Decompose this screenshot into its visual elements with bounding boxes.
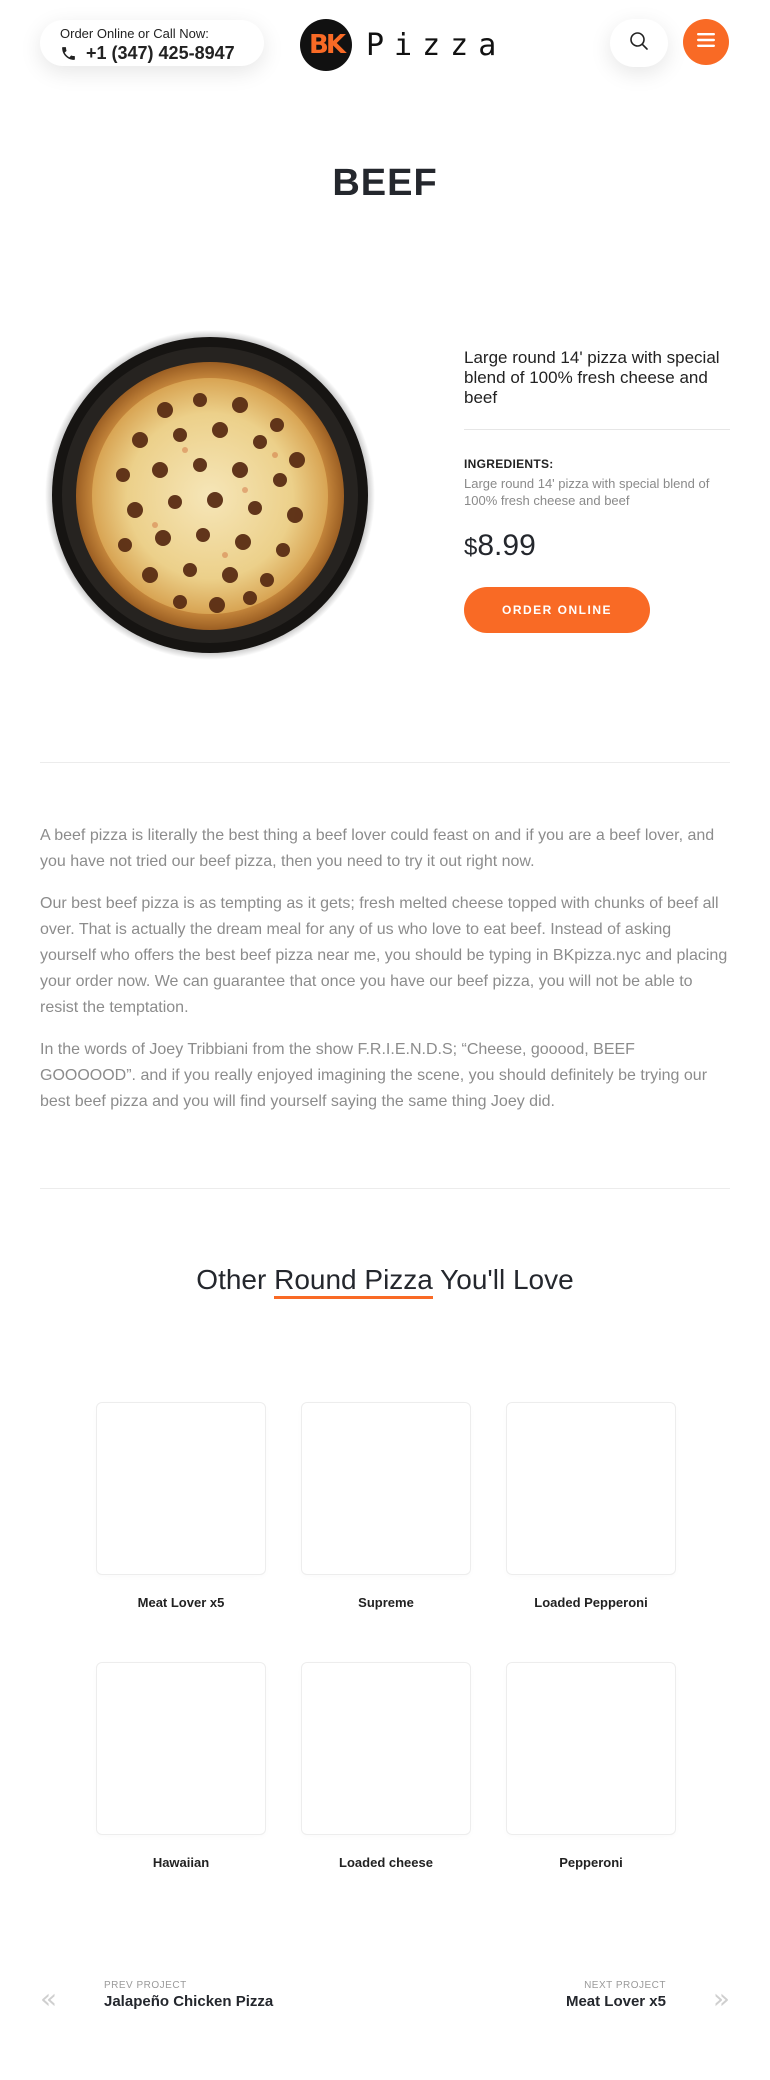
price-value: 8.99	[477, 529, 536, 562]
related-card[interactable]	[96, 1662, 266, 1870]
order-online-button[interactable]: ORDER ONLINE	[464, 587, 650, 633]
related-card-image[interactable]	[96, 1662, 266, 1835]
menu-icon	[697, 32, 715, 53]
related-title-after: You'll Love	[432, 1264, 574, 1295]
search-button[interactable]	[610, 19, 668, 67]
phone-icon	[60, 45, 77, 62]
next-project-label: NEXT PROJECT	[584, 1980, 666, 1991]
prev-project-label: PREV PROJECT	[104, 1980, 187, 1991]
related-card-name[interactable]: Hawaiian	[152, 1855, 210, 1870]
page-title: BEEF	[332, 162, 438, 204]
product-info	[464, 348, 730, 633]
description-paragraph: Our best beef pizza is as tempting as it gets; fresh melted cheese topped with chunks of beef all over. That is actually the dream meal for any of us who love to eat beef. Instead of asking yourself who offers the best beef pizza near me, you should be typing in BKpizza.nyc and placing your order now. We can guarantee that once you have our beef pizza, you will not be able to resist the temptation.	[40, 895, 728, 1016]
related-card-name[interactable]: Pepperoni	[559, 1855, 623, 1870]
site-logo[interactable]	[300, 19, 506, 71]
related-card-image[interactable]	[506, 1402, 676, 1575]
related-card-name[interactable]: Loaded Pepperoni	[534, 1595, 648, 1610]
prev-project-name[interactable]: Jalapeño Chicken Pizza	[104, 1993, 274, 2010]
phone-number[interactable]: +1 (347) 425-8947	[86, 43, 235, 63]
description-paragraph: A beef pizza is literally the best thing a beef lover could feast on and if you are a beef lover, and you have not tried our beef pizza, then you need to try it out right now.	[40, 827, 715, 870]
section-divider	[40, 762, 730, 763]
logo-text: Pizza	[366, 27, 507, 63]
related-card-image[interactable]	[96, 1402, 266, 1575]
next-project-name[interactable]: Meat Lover x5	[565, 1993, 666, 2010]
ingredients-text: Large round 14' pizza with special blend of 100% fresh cheese and beef	[464, 476, 710, 508]
related-card[interactable]	[301, 1662, 471, 1870]
section-divider	[40, 1188, 730, 1189]
price-currency: $	[464, 534, 478, 561]
project-pager	[40, 1980, 730, 2020]
related-title-highlight: Round Pizza	[274, 1264, 433, 1295]
related-card-image[interactable]	[301, 1402, 471, 1575]
description-paragraph: In the words of Joey Tribbiani from the show F.R.I.E.N.D.S; “Cheese, gooood, BEEF GOOOOOD”. and if you really enjoyed imagining the scene, you should definitely be trying our best beef pizza and you will find yourself saying the same thing Joey did.	[40, 1041, 708, 1110]
ingredients-label: INGREDIENTS:	[464, 457, 554, 471]
next-arrow-icon[interactable]: »	[712, 1982, 730, 2015]
menu-button[interactable]	[683, 19, 729, 65]
related-card-image[interactable]	[301, 1662, 471, 1835]
info-divider	[464, 429, 730, 430]
related-title	[0, 1264, 770, 1296]
related-card[interactable]	[301, 1402, 471, 1610]
product-headline: Large round 14' pizza with special blend of 100% fresh cheese and beef	[464, 348, 720, 407]
product-description	[40, 823, 730, 1131]
related-title-before: Other	[196, 1264, 275, 1295]
related-card-name[interactable]: Meat Lover x5	[137, 1595, 225, 1610]
pizza-image	[45, 330, 375, 660]
logo-badge	[300, 19, 352, 71]
phone-row	[60, 43, 264, 63]
logo-mark: BK	[309, 30, 343, 60]
related-card-name[interactable]: Supreme	[358, 1595, 414, 1610]
related-card[interactable]	[96, 1402, 266, 1610]
prev-arrow-icon[interactable]: «	[40, 1982, 58, 2015]
product-price	[464, 529, 730, 563]
related-card-image[interactable]	[506, 1662, 676, 1835]
search-icon	[629, 31, 649, 56]
related-card[interactable]	[506, 1662, 676, 1870]
phone-contact[interactable]	[40, 20, 264, 66]
prev-project-link[interactable]	[104, 1980, 273, 2010]
related-card-name[interactable]: Loaded cheese	[339, 1855, 433, 1870]
next-project-link[interactable]	[566, 1980, 666, 2010]
order-label: Order Online or Call Now:	[60, 26, 209, 41]
related-card[interactable]	[506, 1402, 676, 1610]
site-header	[0, 0, 770, 90]
